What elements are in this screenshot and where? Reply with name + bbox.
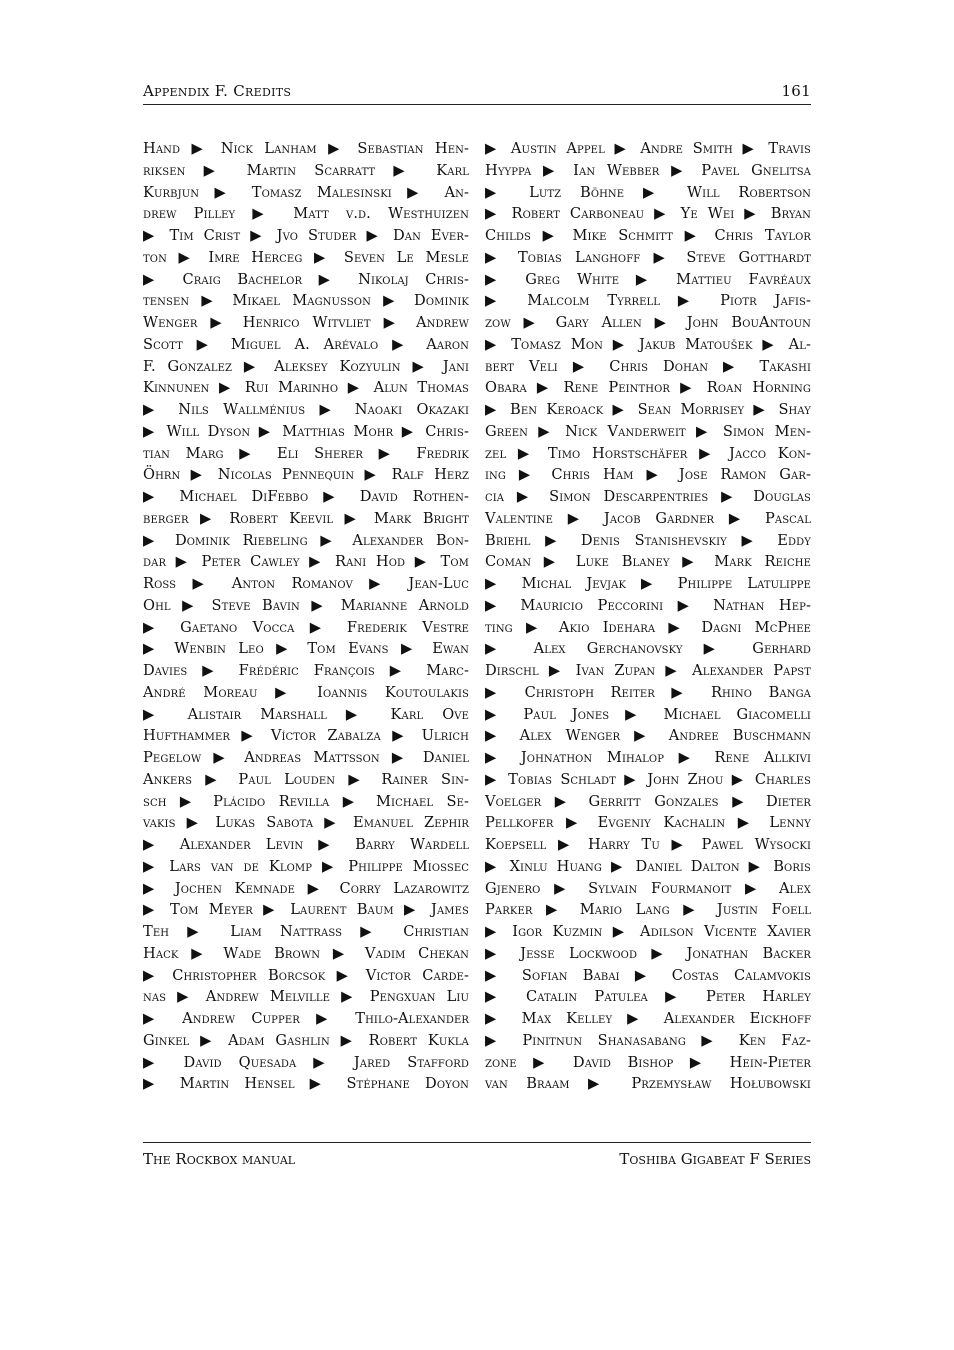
credits-line: ▶ Austin Appel ▶ Andre Smith ▶ Travis	[485, 140, 811, 157]
credits-line: ▶ Martin Hensel ▶ Stéphane Doyon	[143, 1075, 469, 1093]
credits-line: van Braam ▶ Przemysław Hołubowski	[485, 1075, 811, 1093]
credits-line: Voelger ▶ Gerritt Gonzales ▶ Dieter	[485, 792, 811, 810]
credits-line: ▶ Jochen Kemnade ▶ Corry Lazarowitz	[143, 879, 469, 897]
credits-line: André Moreau ▶ Ioannis Koutoulakis	[143, 683, 469, 701]
credits-line: ▶ Andrew Cupper ▶ Thilo-Alexander	[143, 1010, 469, 1027]
page-number: 161	[781, 82, 811, 100]
credits-line: Ankers ▶ Paul Louden ▶ Rainer Sin-	[143, 770, 469, 788]
credits-line: nas ▶ Andrew Melville ▶ Pengxuan Liu	[143, 988, 469, 1006]
credits-line: Hand ▶ Nick Lanham ▶ Sebastian Hen-	[143, 140, 469, 157]
credits-line: ▶ Dominik Riebeling ▶ Alexander Bon-	[143, 531, 469, 549]
credits-line: F. Gonzalez ▶ Aleksey Kozyulin ▶ Jani	[143, 357, 469, 375]
credits-line: ▶ Gaetano Vocca ▶ Frederik Vestre	[143, 618, 469, 636]
device-series: Toshiba Gigabeat F Series	[619, 1150, 811, 1168]
credits-line: Obara ▶ Rene Peinthor ▶ Roan Horning	[485, 379, 811, 397]
credits-line: ▶ Sofian Babai ▶ Costas Calamvokis	[485, 966, 811, 984]
credits-line: ▶ Christopher Borcsok ▶ Victor Carde-	[143, 966, 469, 984]
credits-line: Davies ▶ Frédéric François ▶ Marc-	[143, 662, 469, 679]
credits-line: drew Pilley ▶ Matt v.d. Westhuizen	[143, 205, 469, 223]
credits-line: Ginkel ▶ Adam Gashlin ▶ Robert Kukla	[143, 1031, 469, 1049]
credits-line: tensen ▶ Mikael Magnusson ▶ Dominik	[143, 292, 469, 310]
credits-line: ▶ Alexander Levin ▶ Barry Wardell	[143, 836, 469, 853]
credits-line: Hyyppa ▶ Ian Webber ▶ Pavel Gnelitsa	[485, 161, 811, 179]
credits-line: Parker ▶ Mario Lang ▶ Justin Foell	[485, 901, 811, 919]
credits-line: ▶ Johnathon Mihalop ▶ Rene Allkivi	[485, 749, 811, 766]
credits-line: riksen ▶ Martin Scarratt ▶ Karl	[143, 161, 469, 179]
credits-line: ting ▶ Akio Idehara ▶ Dagni McPhee	[485, 618, 811, 636]
credits-line: ▶ Pinitnun Shanasabang ▶ Ken Faz-	[485, 1031, 811, 1049]
credits-line: ing ▶ Chris Ham ▶ Jose Ramon Gar-	[485, 466, 811, 484]
credits-line: ▶ Greg White ▶ Mattieu Favréaux	[485, 270, 811, 288]
credits-line: ▶ Lutz Böhne ▶ Will Robertson	[485, 183, 811, 201]
credits-line: cia ▶ Simon Descarpentries ▶ Douglas	[485, 488, 811, 505]
credits-line: ▶ Tim Crist ▶ Jvo Studer ▶ Dan Ever-	[143, 227, 469, 244]
credits-line: Teh ▶ Liam Nattrass ▶ Christian	[143, 923, 469, 940]
credits-line: ▶ Xinlu Huang ▶ Daniel Dalton ▶ Boris	[485, 857, 811, 875]
credits-line: ▶ David Quesada ▶ Jared Stafford	[143, 1053, 469, 1071]
manual-title: The Rockbox manual	[143, 1150, 296, 1168]
credits-line: ▶ Paul Jones ▶ Michael Giacomelli	[485, 705, 811, 723]
credits-line: Wenger ▶ Henrico Witvliet ▶ Andrew	[143, 314, 469, 331]
credits-line: Scott ▶ Miguel A. Arévalo ▶ Aaron	[143, 335, 469, 353]
credits-line: Briehl ▶ Denis Stanishevskiy ▶ Eddy	[485, 531, 811, 549]
credits-line: ▶ Ben Keroack ▶ Sean Morrisey ▶ Shay	[485, 401, 811, 418]
credits-line: Kurbjun ▶ Tomasz Malesinski ▶ An-	[143, 183, 469, 201]
credits-line: ▶ Tobias Schladt ▶ John Zhou ▶ Charles	[485, 770, 811, 788]
credits-line: dar ▶ Peter Cawley ▶ Rani Hod ▶ Tom	[143, 553, 469, 571]
credits-line: ton ▶ Imre Herceg ▶ Seven Le Mesle	[143, 248, 469, 266]
running-header	[143, 82, 811, 105]
credits-line: ▶ Alistair Marshall ▶ Karl Ove	[143, 705, 469, 723]
credits-line: ▶ Tom Meyer ▶ Laurent Baum ▶ James	[143, 901, 469, 919]
credits-line: Ohl ▶ Steve Bavin ▶ Marianne Arnold	[143, 596, 469, 614]
credits-line: Öhrn ▶ Nicolas Pennequin ▶ Ralf Herz	[143, 466, 469, 484]
credits-line: ▶ Will Dyson ▶ Matthias Mohr ▶ Chris-	[143, 422, 469, 440]
credits-line: Ross ▶ Anton Romanov ▶ Jean-Luc	[143, 575, 469, 592]
credits-line: Dirschl ▶ Ivan Zupan ▶ Alexander Papst	[485, 662, 811, 679]
credits-line: ▶ Catalin Patulea ▶ Peter Harley	[485, 988, 811, 1006]
credits-column-right	[485, 138, 811, 1095]
credits-line: ▶ Christoph Reiter ▶ Rhino Banga	[485, 683, 811, 701]
credits-line: Pegelow ▶ Andreas Mattsson ▶ Daniel	[143, 749, 469, 766]
credits-line: ▶ Alex Gerchanovsky ▶ Gerhard	[485, 640, 811, 658]
credits-line: zel ▶ Timo Horstschäfer ▶ Jacco Kon-	[485, 444, 811, 462]
credits-line: Hack ▶ Wade Brown ▶ Vadim Chekan	[143, 944, 469, 962]
credits-line: ▶ Tobias Langhoff ▶ Steve Gotthardt	[485, 248, 811, 266]
credits-line: Gjenero ▶ Sylvain Fourmanoit ▶ Alex	[485, 879, 811, 897]
credits-line: Coman ▶ Luke Blaney ▶ Mark Reiche	[485, 553, 811, 571]
credits-line: ▶ Nils Wallménius ▶ Naoaki Okazaki	[143, 401, 469, 418]
chapter-title: Appendix F. Credits	[143, 82, 292, 100]
credits-line: bert Veli ▶ Chris Dohan ▶ Takashi	[485, 357, 811, 375]
credits-line: ▶ Max Kelley ▶ Alexander Eickhoff	[485, 1010, 811, 1027]
credits-line: Pellkofer ▶ Evgeniy Kachalin ▶ Lenny	[485, 814, 811, 832]
credits-line: ▶ Jesse Lockwood ▶ Jonathan Backer	[485, 944, 811, 962]
credits-line: ▶ Wenbin Leo ▶ Tom Evans ▶ Ewan	[143, 640, 469, 658]
credits-line: ▶ Alex Wenger ▶ Andree Buschmann	[485, 727, 811, 745]
credits-line: ▶ Igor Kuzmin ▶ Adilson Vicente Xavier	[485, 923, 811, 940]
credits-line: tian Marg ▶ Eli Sherer ▶ Fredrik	[143, 444, 469, 462]
credits-line: zone ▶ David Bishop ▶ Hein-Pieter	[485, 1053, 811, 1071]
credits-line: Childs ▶ Mike Schmitt ▶ Chris Taylor	[485, 227, 811, 244]
credits-line: berger ▶ Robert Keevil ▶ Mark Bright	[143, 509, 469, 527]
credits-line: ▶ Michal Jevjak ▶ Philippe Latulippe	[485, 575, 811, 592]
credits-line: Green ▶ Nick Vanderweit ▶ Simon Men-	[485, 422, 811, 440]
credits-line: ▶ Mauricio Peccorini ▶ Nathan Hep-	[485, 596, 811, 614]
credits-line: Valentine ▶ Jacob Gardner ▶ Pascal	[485, 509, 811, 527]
credits-line: ▶ Tomasz Mon ▶ Jakub Matoušek ▶ Al-	[485, 335, 811, 353]
credits-line: Kinnunen ▶ Rui Marinho ▶ Alun Thomas	[143, 379, 469, 397]
credits-line: ▶ Lars van de Klomp ▶ Philippe Miossec	[143, 857, 469, 875]
credits-line: vakis ▶ Lukas Sabota ▶ Emanuel Zephir	[143, 814, 469, 832]
credits-line: Hufthammer ▶ Víctor Zabalza ▶ Ulrich	[143, 727, 469, 745]
credits-line: zow ▶ Gary Allen ▶ John BouAntoun	[485, 314, 811, 331]
credits-line: ▶ Craig Bachelor ▶ Nikolaj Chris-	[143, 270, 469, 288]
credits-line: Koepsell ▶ Harry Tu ▶ Pawel Wysocki	[485, 836, 811, 853]
credits-line: sch ▶ Plácido Revilla ▶ Michael Se-	[143, 792, 469, 810]
credits-line: ▶ Malcolm Tyrrell ▶ Piotr Jafis-	[485, 292, 811, 310]
credits-line: ▶ Robert Carboneau ▶ Ye Wei ▶ Bryan	[485, 205, 811, 223]
running-footer	[143, 1142, 811, 1172]
credits-column-left	[143, 138, 469, 1095]
credits-line: ▶ Michael DiFebbo ▶ David Rothen-	[143, 488, 469, 505]
